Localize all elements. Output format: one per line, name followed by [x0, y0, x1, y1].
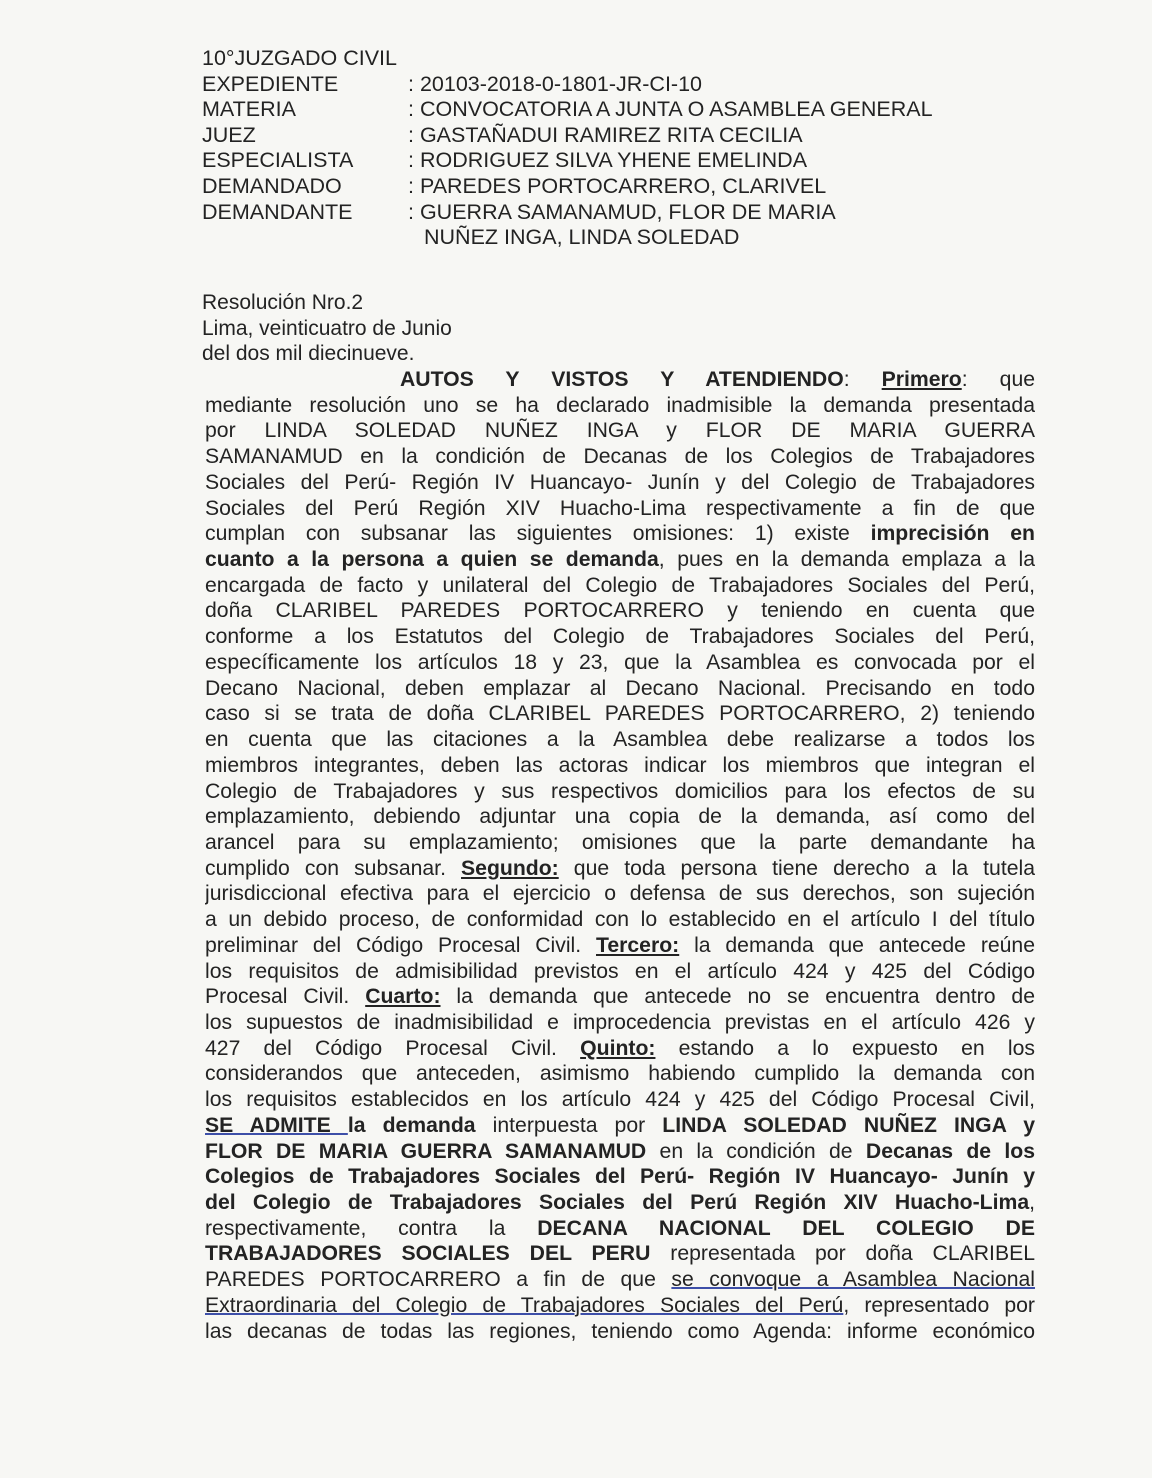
text-span: la demanda que antecede reúne	[679, 933, 1035, 957]
body-line	[205, 1139, 1035, 1165]
resolution-body	[205, 367, 1035, 1344]
text-span: estando a lo expuesto en los	[655, 1036, 1035, 1060]
resolution-block	[202, 290, 452, 367]
body-line: las decanas de todas las regiones, teniendo como Agenda: informe económico	[205, 1319, 1035, 1343]
body-line	[205, 521, 1035, 547]
header-label: MATERIA	[202, 97, 296, 122]
text-span: preliminar del Código Procesal Civil.	[205, 933, 596, 957]
header-row-expediente	[202, 72, 933, 98]
body-line	[205, 547, 1035, 573]
header-value: : PAREDES PORTOCARRERO, CLARIVEL	[408, 173, 827, 198]
text-span: ,	[1029, 1191, 1035, 1214]
bold-span: la demanda	[347, 1113, 476, 1137]
body-line: miembros integrantes, deben las actoras indicar los miembros que integran el	[205, 753, 1035, 777]
body-line: a un debido proceso, de conformidad con lo establecido en el artículo I del título	[205, 908, 1035, 932]
header-row-materia	[202, 97, 933, 123]
header-label: ESPECIALISTA	[202, 148, 354, 173]
bold-span: TRABAJADORES SOCIALES DEL PERU	[205, 1242, 651, 1266]
body-line: los requisitos de admisibilidad previstos en el artículo 424 y 425 del Código	[205, 959, 1035, 983]
clause-label-cuarto: Cuarto:	[365, 985, 441, 1009]
header-value: : CONVOCATORIA A JUNTA O ASAMBLEA GENERAL	[408, 97, 933, 122]
header-value: : GUERRA SAMANAMUD, FLOR DE MARIA	[408, 199, 836, 224]
body-line: Sociales del Perú- Región IV Huancayo- Junín y del Colegio de Trabajadores	[205, 470, 1035, 494]
body-line	[205, 367, 1035, 393]
header-label: EXPEDIENTE	[202, 71, 339, 96]
body-line	[205, 856, 1035, 882]
body-line: caso si se trata de doña CLARIBEL PAREDES PORTOCARRERO, 2) teniendo	[205, 702, 1035, 726]
body-line	[205, 984, 1035, 1010]
body-line: los requisitos establecidos en los artículo 424 y 425 del Código Procesal Civil,	[205, 1088, 1035, 1112]
header-label: JUEZ	[202, 122, 256, 147]
bold-span: del Colegio de Trabajadores Sociales del Perú Región XIV Huacho-Lima	[205, 1191, 1030, 1214]
body-line: mediante resolución uno se ha declarado inadmisible la demanda presentada	[205, 393, 1035, 417]
case-header	[202, 46, 933, 251]
clause-label-tercero: Tercero:	[596, 933, 680, 957]
text-span: interpuesta por	[475, 1113, 663, 1137]
header-row-juez	[202, 123, 933, 149]
body-line	[205, 1241, 1035, 1267]
body-line: conforme a los Estatutos del Colegio de Trabajadores Sociales del Perú,	[205, 625, 1035, 649]
body-line: específicamente los artículos 18 y 23, que la Asamblea es convocada por el	[205, 650, 1035, 674]
body-line: Decano Nacional, deben emplazar al Decano Nacional. Precisando en todo	[205, 676, 1035, 700]
section-heading: AUTOS Y VISTOS Y ATENDIENDO	[400, 368, 844, 391]
header-value: : 20103-2018-0-1801-JR-CI-10	[408, 71, 702, 96]
body-line	[205, 1190, 1035, 1216]
body-line: Colegio de Trabajadores y sus respectivos domicilios para los efectos de su	[205, 779, 1035, 803]
header-row-especialista	[202, 148, 933, 174]
text-span: :	[843, 368, 882, 391]
text-span: Procesal Civil.	[205, 985, 366, 1009]
text-span: , representado por	[843, 1293, 1035, 1317]
body-line: por LINDA SOLEDAD NUÑEZ INGA y FLOR DE MARIA GUERRA	[205, 419, 1035, 443]
header-value-continuation: NUÑEZ INGA, LINDA SOLEDAD	[424, 225, 740, 250]
resolution-date-continued: del dos mil diecinueve.	[202, 342, 415, 365]
bold-span: Decanas de los	[865, 1139, 1035, 1163]
admission-phrase: SE ADMITE	[205, 1113, 348, 1137]
court-name: 10°JUZGADO CIVIL	[202, 46, 397, 70]
resolution-number: Resolución Nro.2	[202, 291, 364, 314]
body-line	[205, 1216, 1035, 1242]
body-line: encargada de facto y unilateral del Colegio de Trabajadores Sociales del Perú,	[205, 573, 1035, 597]
body-line	[205, 1036, 1035, 1062]
body-line: SAMANAMUD en la condición de Decanas de los Colegios de Trabajadores	[205, 445, 1035, 469]
header-row-demandante	[202, 200, 933, 226]
text-span: , pues en la demanda emplaza a la	[658, 548, 1035, 572]
body-line: en cuenta que las citaciones a la Asamblea debe realizarse a todos los	[205, 728, 1035, 752]
body-line	[205, 1293, 1035, 1319]
text-span: respectivamente, contra la	[205, 1216, 538, 1240]
body-line	[205, 1267, 1035, 1293]
body-line: arancel para su emplazamiento; omisiones que la parte demandante ha	[205, 830, 1035, 854]
body-line: los supuestos de inadmisibilidad e improcedencia previstas en el artículo 426 y	[205, 1010, 1035, 1034]
bold-span: cuanto a la persona a quien se demanda	[205, 548, 659, 572]
text-span: cumplan con subsanar las siguientes omisiones: 1) existe	[205, 522, 871, 546]
text-span: PAREDES PORTOCARRERO a fin de que	[205, 1268, 672, 1292]
body-line: jurisdiccional efectiva para el ejercicio o defensa de sus derechos, son sujeción	[205, 882, 1035, 906]
header-label: DEMANDANTE	[202, 199, 353, 224]
body-line: emplazamiento, debiendo adjuntar una copia de la demanda, así como del	[205, 805, 1035, 829]
header-value: : RODRIGUEZ SILVA YHENE EMELINDA	[408, 148, 808, 173]
clause-label-quinto: Quinto:	[580, 1036, 656, 1060]
resolution-date: Lima, veinticuatro de Junio	[202, 316, 452, 340]
text-span: en la condición de	[646, 1139, 866, 1163]
body-line: doña CLARIBEL PAREDES PORTOCARRERO y teniendo en cuenta que	[205, 599, 1035, 623]
body-line	[205, 1113, 1035, 1139]
bold-span: LINDA SOLEDAD NUÑEZ INGA y	[662, 1113, 1035, 1137]
body-line	[205, 933, 1035, 959]
text-span: que toda persona tiene derecho a la tutela	[558, 856, 1035, 880]
body-line: Colegios de Trabajadores Sociales del Perú- Región IV Huancayo- Junín y	[205, 1165, 1035, 1189]
clause-label-segundo: Segundo:	[461, 856, 559, 880]
body-line: considerandos que anteceden, asimismo habiendo cumplido la demanda con	[205, 1062, 1035, 1086]
bold-span: imprecisión en	[870, 522, 1035, 546]
header-row-demandado	[202, 174, 933, 200]
bold-span: FLOR DE MARIA GUERRA SAMANAMUD	[205, 1139, 647, 1163]
text-span: representada por doña CLARIBEL	[650, 1242, 1035, 1266]
text-span: la demanda que antecede no se encuentra dentro de	[440, 985, 1035, 1009]
underlined-span: se convoque a Asamblea Nacional	[671, 1268, 1035, 1292]
header-value: : GASTAÑADUI RAMIREZ RITA CECILIA	[408, 122, 803, 147]
text-span: 427 del Código Procesal Civil.	[205, 1036, 581, 1060]
text-span: cumplido con subsanar.	[205, 856, 462, 880]
text-span: : que	[961, 368, 1035, 391]
clause-label-primero: Primero	[881, 368, 962, 391]
header-label: DEMANDADO	[202, 173, 342, 198]
bold-span: DECANA NACIONAL DEL COLEGIO DE	[537, 1216, 1035, 1240]
underlined-span: Extraordinaria del Colegio de Trabajadores Sociales del Perú	[205, 1293, 844, 1317]
body-line: Sociales del Perú Región XIV Huacho-Lima respectivamente a fin de que	[205, 496, 1035, 520]
